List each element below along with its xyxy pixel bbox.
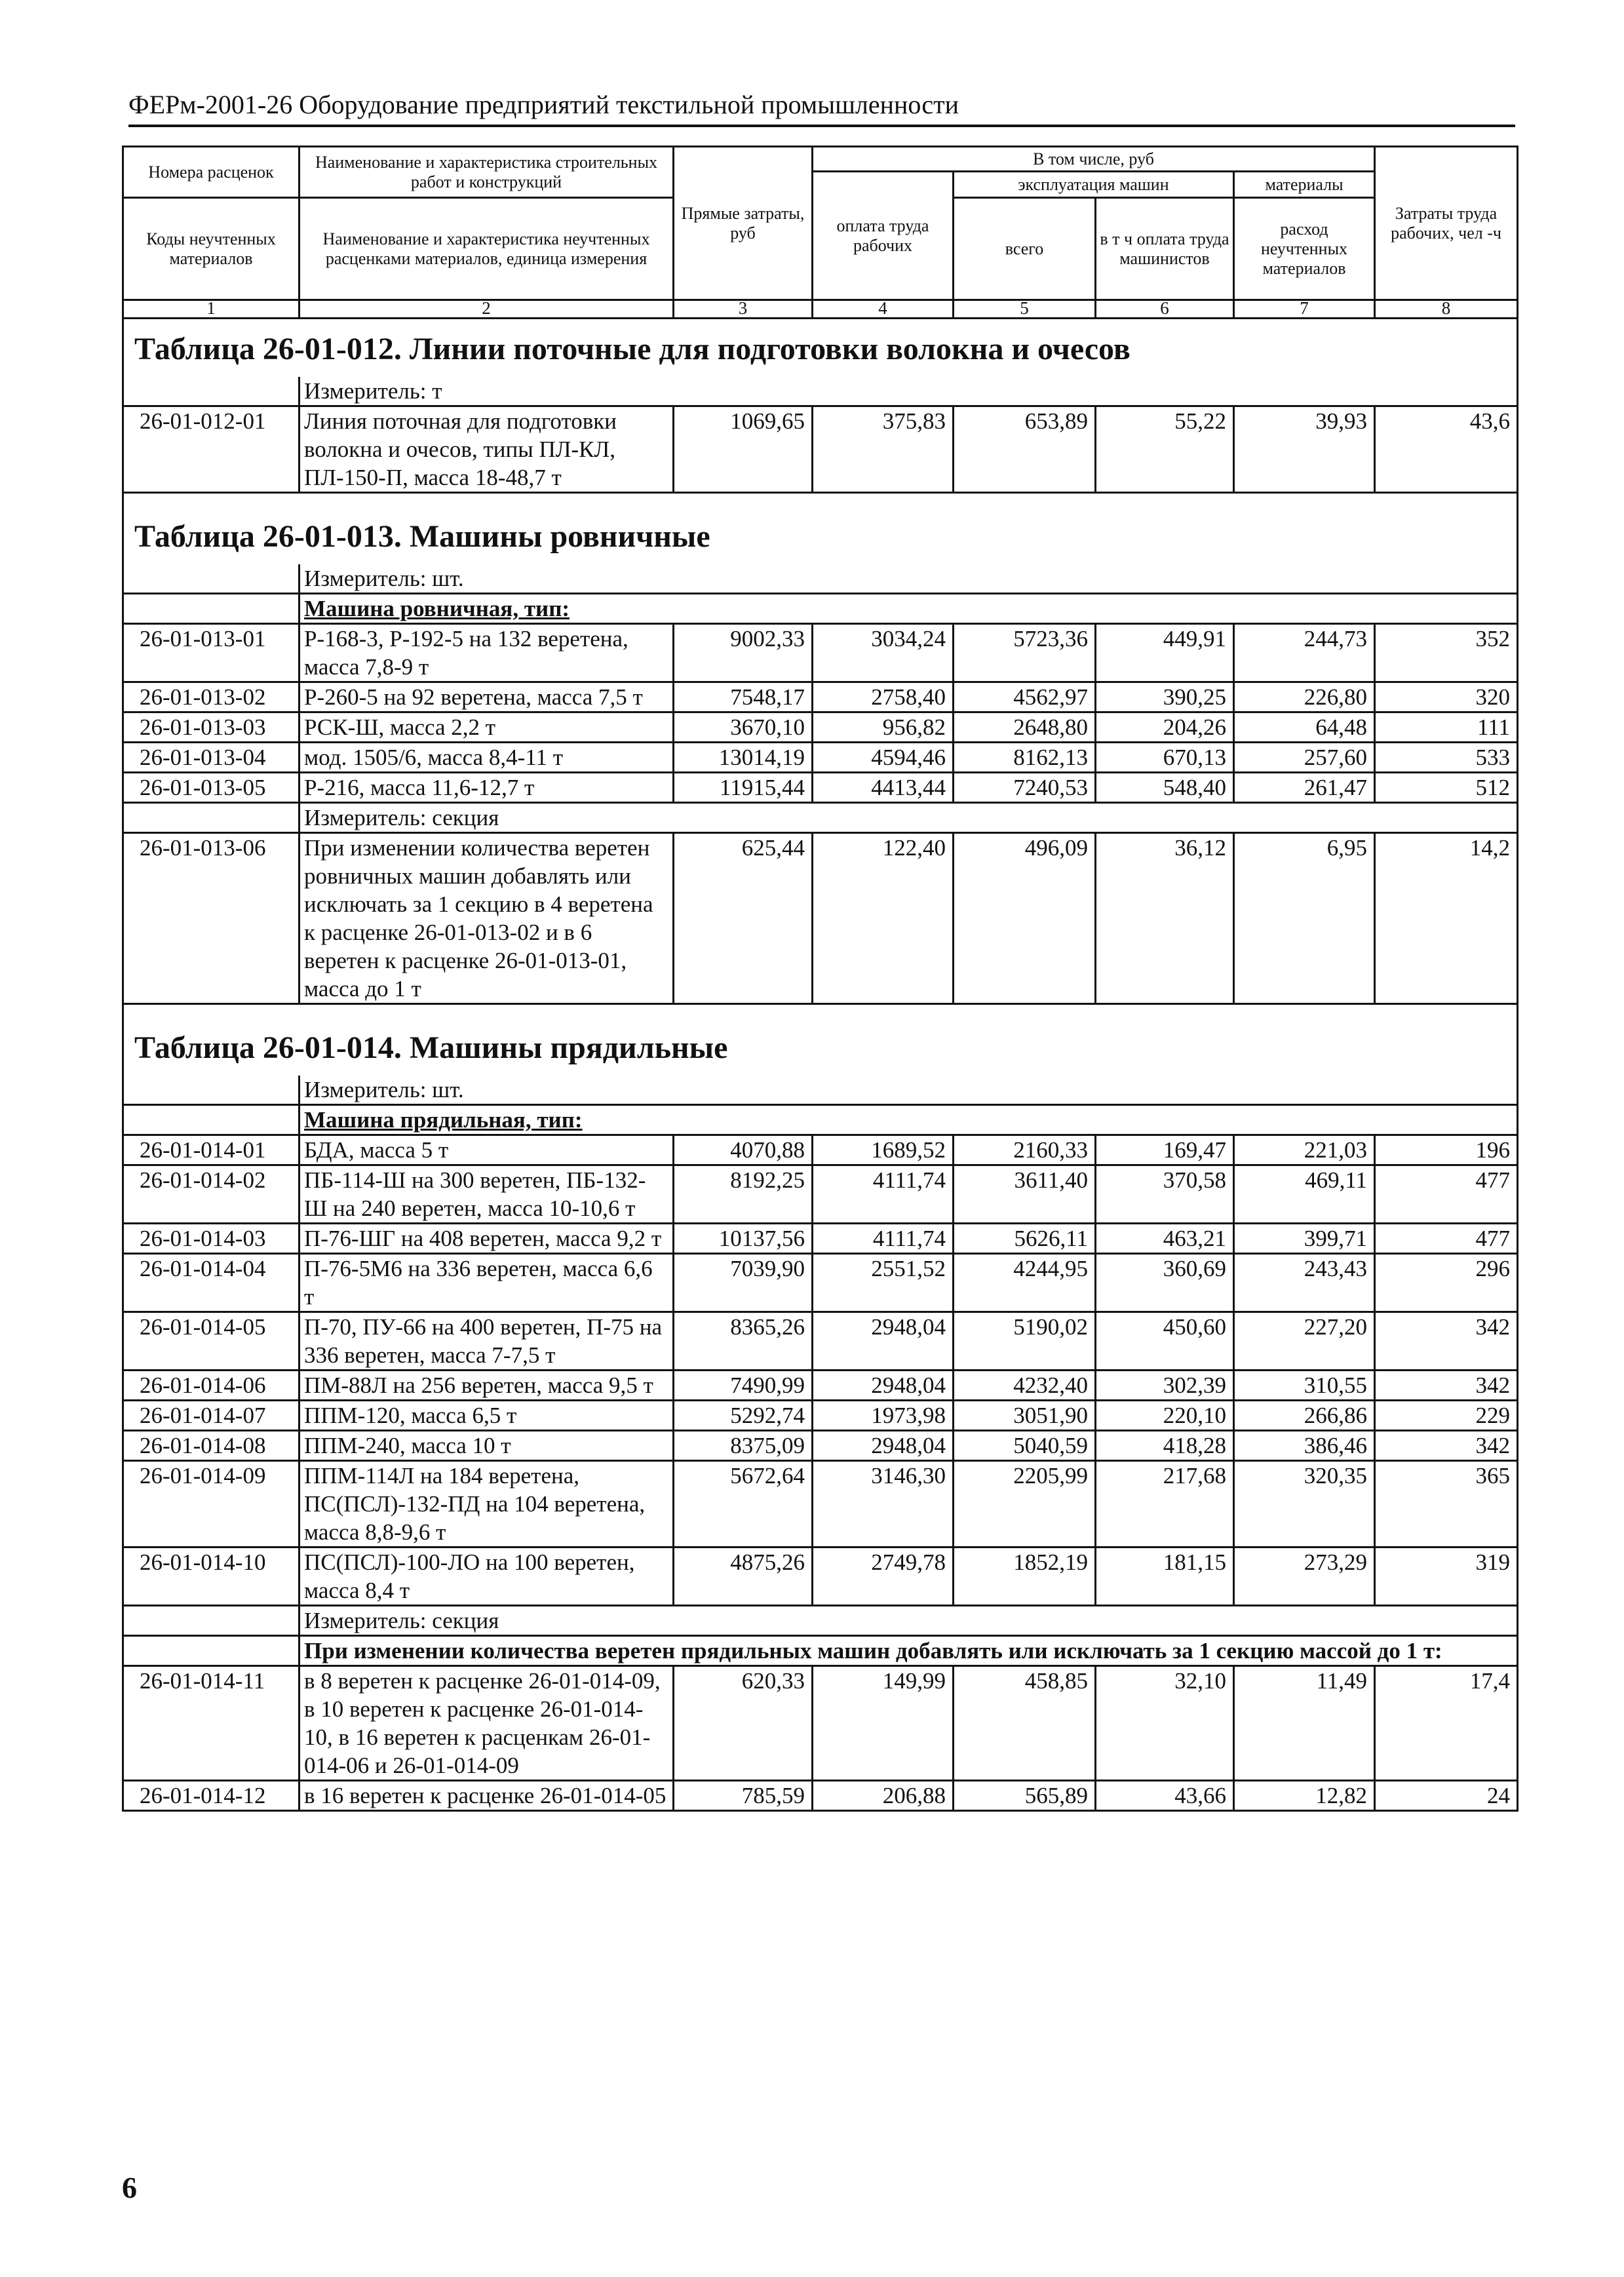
materials: 12,82 <box>1234 1781 1375 1811</box>
direct-costs: 5292,74 <box>674 1401 813 1431</box>
header-machine-operation: эксплуатация машин <box>954 172 1234 198</box>
machine-total: 2160,33 <box>954 1135 1096 1165</box>
materials: 226,80 <box>1234 682 1375 712</box>
labor-costs: 111 <box>1375 712 1518 743</box>
machine-total: 565,89 <box>954 1781 1096 1811</box>
direct-costs: 7490,99 <box>674 1371 813 1401</box>
table-title-row <box>123 1018 1518 1076</box>
rate-code: 26-01-013-03 <box>123 712 300 743</box>
machine-total: 8162,13 <box>954 743 1096 773</box>
machine-total: 653,89 <box>954 406 1096 493</box>
direct-costs: 8365,26 <box>674 1312 813 1371</box>
machine-labor: 43,66 <box>1096 1781 1234 1811</box>
work-name: в 16 веретен к расценке 26-01-014-05 <box>300 1781 674 1811</box>
machine-total: 5190,02 <box>954 1312 1096 1371</box>
column-number: 2 <box>300 300 674 319</box>
column-number: 7 <box>1234 300 1375 319</box>
table-title: Таблица 26-01-012. Линии поточные для подготовки волокна и очесов <box>123 319 1518 378</box>
rate-code: 26-01-013-05 <box>123 773 300 803</box>
rate-code: 26-01-012-01 <box>123 406 300 493</box>
machine-total: 5723,36 <box>954 624 1096 682</box>
machine-total: 496,09 <box>954 833 1096 1004</box>
materials: 399,71 <box>1234 1224 1375 1254</box>
measure-spacer <box>123 564 300 594</box>
work-name: П-70, ПУ-66 на 400 веретен, П-75 на 336 веретен, масса 7-7,5 т <box>300 1312 674 1371</box>
machine-total: 2648,80 <box>954 712 1096 743</box>
labor-pay: 2948,04 <box>813 1312 954 1371</box>
header-materials: материалы <box>1234 172 1375 198</box>
work-name: Р-168-3, Р-192-5 на 132 веретена, масса 7,8-9 т <box>300 624 674 682</box>
rate-code: 26-01-014-08 <box>123 1431 300 1461</box>
page-header: ФЕРм-2001-26 Оборудование предприятий текстильной промышленности <box>128 90 1515 127</box>
header-labor-costs: Затраты труда рабочих, чел -ч <box>1375 147 1518 300</box>
machine-total: 3051,90 <box>954 1401 1096 1431</box>
work-name: Р-216, масса 11,6-12,7 т <box>300 773 674 803</box>
materials: 310,55 <box>1234 1371 1375 1401</box>
labor-pay: 375,83 <box>813 406 954 493</box>
direct-costs: 7039,90 <box>674 1254 813 1312</box>
labor-costs: 342 <box>1375 1431 1518 1461</box>
measure-spacer <box>123 803 300 833</box>
table-row <box>123 1666 1518 1781</box>
machine-labor: 548,40 <box>1096 773 1234 803</box>
labor-costs: 296 <box>1375 1254 1518 1312</box>
measure-row <box>123 564 1518 594</box>
machine-total: 2205,99 <box>954 1461 1096 1547</box>
measure-label: Измеритель: шт. <box>300 564 1518 594</box>
machine-labor: 418,28 <box>1096 1431 1234 1461</box>
table-row <box>123 682 1518 712</box>
labor-costs: 342 <box>1375 1371 1518 1401</box>
labor-pay: 4111,74 <box>813 1224 954 1254</box>
materials: 64,48 <box>1234 712 1375 743</box>
machine-labor: 370,58 <box>1096 1165 1234 1224</box>
direct-costs: 4070,88 <box>674 1135 813 1165</box>
column-number: 3 <box>674 300 813 319</box>
table-spacer <box>123 1004 1518 1019</box>
labor-pay: 4594,46 <box>813 743 954 773</box>
machine-labor: 449,91 <box>1096 624 1234 682</box>
direct-costs: 3670,10 <box>674 712 813 743</box>
labor-pay: 2758,40 <box>813 682 954 712</box>
table-row <box>123 1461 1518 1547</box>
materials: 39,93 <box>1234 406 1375 493</box>
table-row <box>123 1401 1518 1431</box>
direct-costs: 11915,44 <box>674 773 813 803</box>
materials: 227,20 <box>1234 1312 1375 1371</box>
work-name: РСК-Ш, масса 2,2 т <box>300 712 674 743</box>
machine-labor: 55,22 <box>1096 406 1234 493</box>
labor-costs: 320 <box>1375 682 1518 712</box>
materials: 320,35 <box>1234 1461 1375 1547</box>
work-name: Р-260-5 на 92 веретена, масса 7,5 т <box>300 682 674 712</box>
header-machine-labor: в т ч оплата труда машинистов <box>1096 198 1234 300</box>
labor-pay: 2948,04 <box>813 1371 954 1401</box>
measure-row <box>123 1076 1518 1105</box>
spacer-cell <box>123 1004 1518 1019</box>
header-work-name: Наименование и характеристика строительных работ и конструкций <box>300 147 674 198</box>
labor-pay: 149,99 <box>813 1666 954 1781</box>
materials: 386,46 <box>1234 1431 1375 1461</box>
materials: 261,47 <box>1234 773 1375 803</box>
measure-row <box>123 377 1518 406</box>
work-name: в 8 веретен к расценке 26-01-014-09, в 10 веретен к расценке 26-01-014-10, в 16 веретен к расценкам 26-01-014-06 и 26-01-014-09 <box>300 1666 674 1781</box>
labor-costs: 196 <box>1375 1135 1518 1165</box>
labor-pay: 956,82 <box>813 712 954 743</box>
page-number: 6 <box>122 2171 137 2204</box>
work-name: При изменении количества веретен ровничных машин добавлять или исключать за 1 секцию в 4 веретена к расценке 26-01-013-02 и в 6 веретен к расценке 26-01-013-01, масса до 1 т <box>300 833 674 1004</box>
work-name: ППМ-114Л на 184 веретена, ПС(ПСЛ)-132-ПД на 104 веретена, масса 8,8-9,6 т <box>300 1461 674 1547</box>
rates-table <box>122 146 1518 1812</box>
machine-labor: 169,47 <box>1096 1135 1234 1165</box>
machine-labor: 390,25 <box>1096 682 1234 712</box>
labor-costs: 533 <box>1375 743 1518 773</box>
table-row <box>123 743 1518 773</box>
machine-labor: 204,26 <box>1096 712 1234 743</box>
measure-spacer <box>123 377 300 406</box>
rate-code: 26-01-014-03 <box>123 1224 300 1254</box>
group-spacer <box>123 1105 300 1135</box>
labor-pay: 2749,78 <box>813 1547 954 1606</box>
machine-total: 458,85 <box>954 1666 1096 1781</box>
labor-costs: 477 <box>1375 1224 1518 1254</box>
rate-code: 26-01-013-06 <box>123 833 300 1004</box>
table-row <box>123 773 1518 803</box>
table-row <box>123 1165 1518 1224</box>
machine-labor: 302,39 <box>1096 1371 1234 1401</box>
work-name: П-76-ШГ на 408 веретен, масса 9,2 т <box>300 1224 674 1254</box>
machine-total: 4244,95 <box>954 1254 1096 1312</box>
machine-total: 5626,11 <box>954 1224 1096 1254</box>
labor-costs: 17,4 <box>1375 1666 1518 1781</box>
measure-label: Измеритель: секция <box>300 1606 1518 1636</box>
direct-costs: 620,33 <box>674 1666 813 1781</box>
materials: 11,49 <box>1234 1666 1375 1781</box>
direct-costs: 8192,25 <box>674 1165 813 1224</box>
labor-costs: 319 <box>1375 1547 1518 1606</box>
measure-row <box>123 803 1518 833</box>
labor-costs: 512 <box>1375 773 1518 803</box>
header-material-codes: Коды неучтенных материалов <box>123 198 300 300</box>
measure-spacer <box>123 1076 300 1105</box>
labor-pay: 206,88 <box>813 1781 954 1811</box>
rate-code: 26-01-013-01 <box>123 624 300 682</box>
group-row <box>123 1105 1518 1135</box>
rate-code: 26-01-014-02 <box>123 1165 300 1224</box>
column-number: 4 <box>813 300 954 319</box>
direct-costs: 5672,64 <box>674 1461 813 1547</box>
machine-total: 7240,53 <box>954 773 1096 803</box>
direct-costs: 4875,26 <box>674 1547 813 1606</box>
table-title-row <box>123 319 1518 378</box>
labor-pay: 2948,04 <box>813 1431 954 1461</box>
section-note: При изменении количества веретен прядильных машин добавлять или исключать за 1 секцию массой до 1 т: <box>300 1636 1518 1666</box>
machine-labor: 220,10 <box>1096 1401 1234 1431</box>
materials: 221,03 <box>1234 1135 1375 1165</box>
header-rate-numbers: Номера расценок <box>123 147 300 198</box>
table-row <box>123 833 1518 1004</box>
machine-labor: 217,68 <box>1096 1461 1234 1547</box>
machine-total: 4562,97 <box>954 682 1096 712</box>
table-row <box>123 406 1518 493</box>
table-title: Таблица 26-01-013. Машины ровничные <box>123 507 1518 564</box>
table-row <box>123 1547 1518 1606</box>
header-machine-total: всего <box>954 198 1096 300</box>
work-name: ПБ-114-Ш на 300 веретен, ПБ-132-Ш на 240 веретен, масса 10-10,6 т <box>300 1165 674 1224</box>
measure-row <box>123 1606 1518 1636</box>
machine-total: 3611,40 <box>954 1165 1096 1224</box>
rate-code: 26-01-014-04 <box>123 1254 300 1312</box>
header-including: В том числе, руб <box>813 147 1375 172</box>
direct-costs: 625,44 <box>674 833 813 1004</box>
table-row <box>123 1431 1518 1461</box>
direct-costs: 785,59 <box>674 1781 813 1811</box>
rate-code: 26-01-013-04 <box>123 743 300 773</box>
measure-label: Измеритель: секция <box>300 803 1518 833</box>
direct-costs: 9002,33 <box>674 624 813 682</box>
work-name: ПМ-88Л на 256 веретен, масса 9,5 т <box>300 1371 674 1401</box>
materials: 469,11 <box>1234 1165 1375 1224</box>
note-row <box>123 1636 1518 1666</box>
rate-code: 26-01-014-06 <box>123 1371 300 1401</box>
rate-code: 26-01-014-07 <box>123 1401 300 1431</box>
labor-costs: 14,2 <box>1375 833 1518 1004</box>
rate-code: 26-01-014-12 <box>123 1781 300 1811</box>
table-row <box>123 1371 1518 1401</box>
direct-costs: 13014,19 <box>674 743 813 773</box>
machine-labor: 450,60 <box>1096 1312 1234 1371</box>
materials: 266,86 <box>1234 1401 1375 1431</box>
spacer-cell <box>123 493 1518 507</box>
column-number: 6 <box>1096 300 1234 319</box>
table-row <box>123 1781 1518 1811</box>
labor-pay: 1973,98 <box>813 1401 954 1431</box>
labor-pay: 3146,30 <box>813 1461 954 1547</box>
work-name: П-76-5М6 на 336 веретен, масса 6,6 т <box>300 1254 674 1312</box>
column-number: 8 <box>1375 300 1518 319</box>
rate-code: 26-01-014-11 <box>123 1666 300 1781</box>
direct-costs: 8375,09 <box>674 1431 813 1461</box>
labor-costs: 24 <box>1375 1781 1518 1811</box>
rate-code: 26-01-013-02 <box>123 682 300 712</box>
header-materials-consumption: расход неучтенных материалов <box>1234 198 1375 300</box>
group-label: Машина ровничная, тип: <box>300 594 1518 624</box>
machine-labor: 36,12 <box>1096 833 1234 1004</box>
table-row <box>123 1224 1518 1254</box>
machine-labor: 32,10 <box>1096 1666 1234 1781</box>
table-row <box>123 712 1518 743</box>
work-name: ППМ-240, масса 10 т <box>300 1431 674 1461</box>
group-label: Машина прядильная, тип: <box>300 1105 1518 1135</box>
table-row <box>123 1312 1518 1371</box>
work-name: ППМ-120, масса 6,5 т <box>300 1401 674 1431</box>
machine-labor: 181,15 <box>1096 1547 1234 1606</box>
labor-pay: 4111,74 <box>813 1165 954 1224</box>
rate-code: 26-01-014-05 <box>123 1312 300 1371</box>
rate-code: 26-01-014-09 <box>123 1461 300 1547</box>
measure-label: Измеритель: шт. <box>300 1076 1518 1105</box>
table-title-row <box>123 507 1518 564</box>
materials: 244,73 <box>1234 624 1375 682</box>
labor-pay: 2551,52 <box>813 1254 954 1312</box>
column-number: 5 <box>954 300 1096 319</box>
note-spacer <box>123 1636 300 1666</box>
materials: 6,95 <box>1234 833 1375 1004</box>
materials: 243,43 <box>1234 1254 1375 1312</box>
header-direct-costs: Прямые затраты, руб <box>674 147 813 300</box>
rate-code: 26-01-014-10 <box>123 1547 300 1606</box>
machine-total: 1852,19 <box>954 1547 1096 1606</box>
work-name: мод. 1505/6, масса 8,4-11 т <box>300 743 674 773</box>
labor-costs: 43,6 <box>1375 406 1518 493</box>
column-number: 1 <box>123 300 300 319</box>
machine-total: 5040,59 <box>954 1431 1096 1461</box>
table-row <box>123 624 1518 682</box>
materials: 257,60 <box>1234 743 1375 773</box>
labor-pay: 1689,52 <box>813 1135 954 1165</box>
rate-code: 26-01-014-01 <box>123 1135 300 1165</box>
machine-total: 4232,40 <box>954 1371 1096 1401</box>
measure-spacer <box>123 1606 300 1636</box>
group-spacer <box>123 594 300 624</box>
table-spacer <box>123 493 1518 507</box>
labor-costs: 477 <box>1375 1165 1518 1224</box>
machine-labor: 670,13 <box>1096 743 1234 773</box>
direct-costs: 10137,56 <box>674 1224 813 1254</box>
labor-costs: 365 <box>1375 1461 1518 1547</box>
work-name: БДА, масса 5 т <box>300 1135 674 1165</box>
labor-pay: 4413,44 <box>813 773 954 803</box>
work-name: ПС(ПСЛ)-100-ЛО на 100 веретен, масса 8,4 т <box>300 1547 674 1606</box>
labor-pay: 3034,24 <box>813 624 954 682</box>
machine-labor: 360,69 <box>1096 1254 1234 1312</box>
labor-costs: 229 <box>1375 1401 1518 1431</box>
labor-pay: 122,40 <box>813 833 954 1004</box>
measure-label: Измеритель: т <box>300 377 1518 406</box>
materials: 273,29 <box>1234 1547 1375 1606</box>
direct-costs: 7548,17 <box>674 682 813 712</box>
work-name: Линия поточная для подготовки волокна и очесов, типы ПЛ-КЛ, ПЛ-150-П, масса 18-48,7 т <box>300 406 674 493</box>
labor-costs: 342 <box>1375 1312 1518 1371</box>
table-title: Таблица 26-01-014. Машины прядильные <box>123 1018 1518 1076</box>
table-row <box>123 1254 1518 1312</box>
direct-costs: 1069,65 <box>674 406 813 493</box>
header-material-name: Наименование и характеристика неучтенных расценками материалов, единица измерения <box>300 198 674 300</box>
machine-labor: 463,21 <box>1096 1224 1234 1254</box>
header-labor-pay: оплата труда рабочих <box>813 172 954 300</box>
labor-costs: 352 <box>1375 624 1518 682</box>
group-row <box>123 594 1518 624</box>
table-row <box>123 1135 1518 1165</box>
